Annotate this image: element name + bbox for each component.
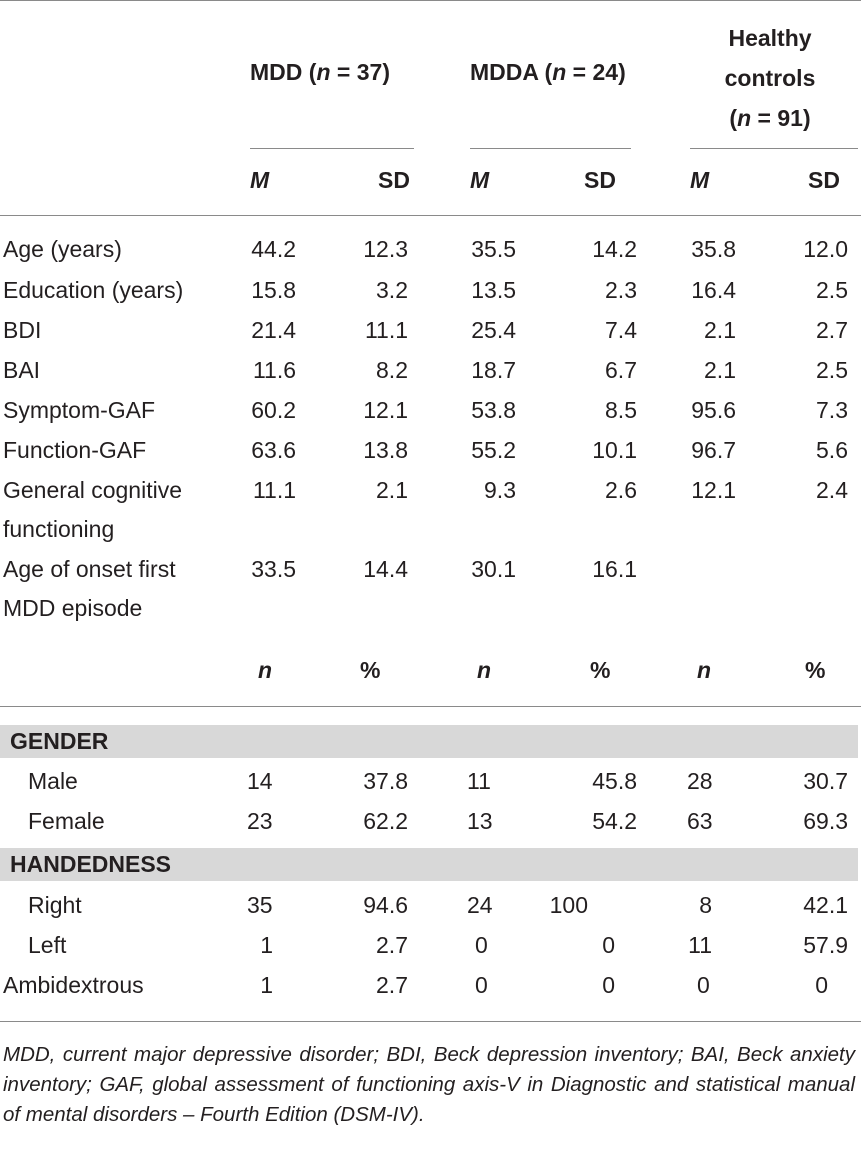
subheader-n: n bbox=[697, 657, 712, 683]
bottom-rule bbox=[0, 1021, 861, 1022]
underline-healthy bbox=[690, 148, 858, 149]
subheader-m: M bbox=[250, 167, 270, 193]
subheader-n: n bbox=[258, 657, 273, 683]
section-header-gender: GENDER bbox=[0, 725, 858, 758]
underline-mdd bbox=[250, 148, 414, 149]
subheader-sd: SD bbox=[808, 167, 840, 193]
header-mdda: MDDA (n = 24) bbox=[470, 59, 626, 85]
subheader-sd: SD bbox=[584, 167, 616, 193]
table-footnote: MDD, current major depressive disorder; BDI, Beck depression inventory; BAI, Beck anxiety inventory; GAF, global assessment of functioning axis-V in Diagnostic and statistical manual of mental disorders – Fourth Edition (DSM-IV). bbox=[3, 1043, 855, 1126]
subheader-percent: % bbox=[805, 657, 826, 683]
subheader-sd: SD bbox=[378, 167, 410, 193]
subheader-percent: % bbox=[590, 657, 611, 683]
header-rule bbox=[0, 215, 861, 216]
subheader-m: M bbox=[470, 167, 490, 193]
underline-mdda bbox=[470, 148, 631, 149]
section-header-handedness: HANDEDNESS bbox=[0, 848, 858, 881]
header-mdd: MDD (n = 37) bbox=[250, 59, 390, 85]
section-rule bbox=[0, 706, 861, 707]
demographics-table: MDD (n = 37) MDDA (n = 24) Healthy controls (n = 91) M SD M SD M SD Age (years) 44.2 12.3 35.5 14.2 35.8 12.0 Education (years) 15.8 3.2 13.5 2.3 16.4 2.5 BDI 21.4 11.1 25.4 7.4 2.1 2.7 BAI 11.6 8.2 18.7 6.7 2.1 2.5 Symptom-GAF 60.2 12.1 53.8 8.5 95.6 7.3 Function-GAF 63.6 13.8 55.2 10.1 96.7 5.6 General cognitive functioning 11.1 2.1 9.3 2.6 12.1 2.4 Age of onset first MDD episode 33.5 14.4 30.1 16.1 n % n % n % GENDER Male 14 37.8 11 45.8 28 30.7 Female 23 62.2 13 54.2 63 69.3 HANDEDNESS Right 35 94.6 24 100 8 42.1 Left 1 2.7 0 0 11 57.9 Ambidextrous 1 2.7 0 0 0 0 MDD, current major depressive disorder; BDI, Beck depression inventory; BAI, Beck anxiety inventory; GAF, global assessment of functioning axis-V in Diagnostic and statistical manual of mental disorders – Fourth Edition (DSM-IV). bbox=[0, 0, 861, 1162]
top-rule bbox=[0, 0, 861, 1]
subheader-percent: % bbox=[360, 657, 381, 683]
header-healthy-controls: Healthy controls (n = 91) bbox=[724, 25, 816, 131]
subheader-m: M bbox=[690, 167, 710, 193]
subheader-n: n bbox=[477, 657, 492, 683]
